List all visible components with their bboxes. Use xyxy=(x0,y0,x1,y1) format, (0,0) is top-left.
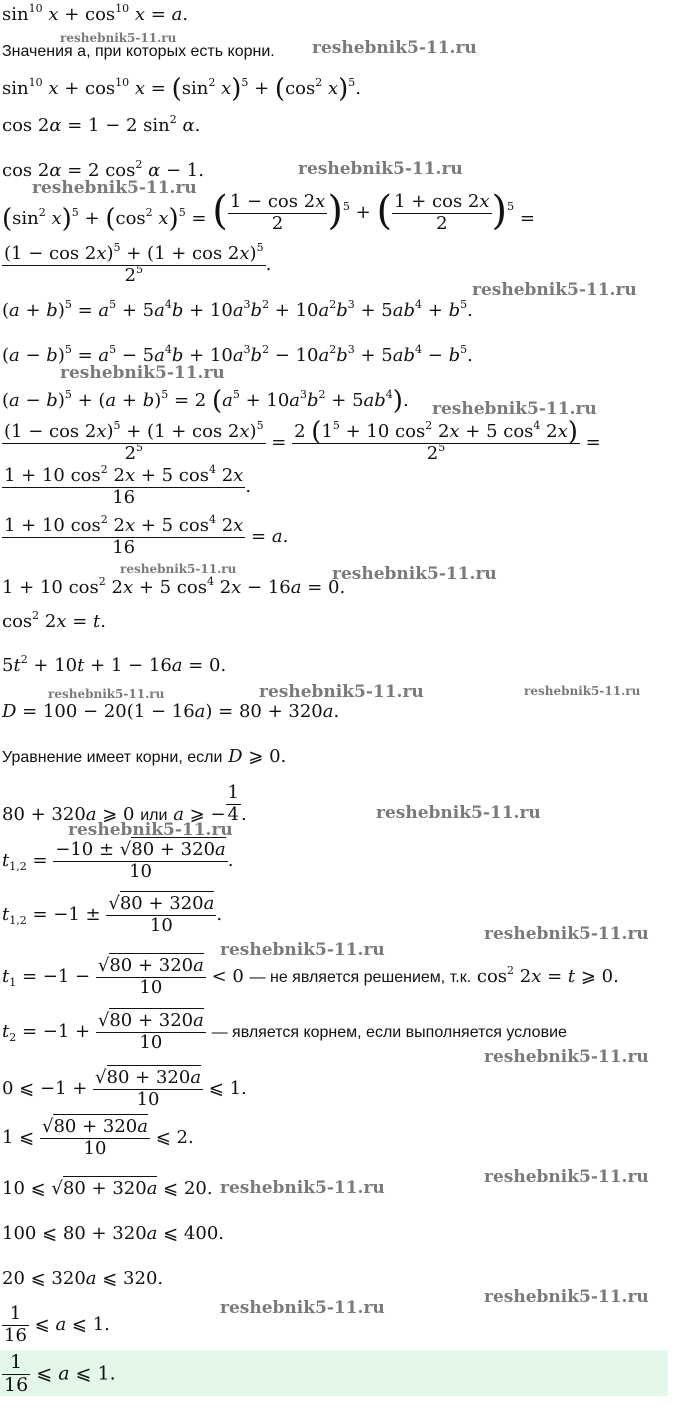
eq-line-14: $5t^2 + 10t + 1 - 16a = 0$. xyxy=(2,653,227,676)
watermark: reshebnik5-11.ru xyxy=(220,1178,385,1198)
eq-line-23: 1 ⩽ $\frac{√80 + 320a}{10}$ ⩽ 2. xyxy=(2,1116,194,1159)
watermark: reshebnik5-11.ru xyxy=(524,684,641,698)
watermark: reshebnik5-11.ru xyxy=(220,1298,385,1318)
eq-line-1: $\sin^{10} x + \cos^{10} x = (\sin^2$ $x)^5 + (\cos^2$ x)$^5$. xyxy=(2,74,362,104)
or-word: или xyxy=(140,806,168,824)
watermark: reshebnik5-11.ru xyxy=(60,31,177,45)
title-equation: $\sin^{10} x + \cos^{10} x = a$. xyxy=(2,2,189,25)
watermark: reshebnik5-11.ru xyxy=(484,1287,649,1307)
condition-text: Уравнение имеет корни, если xyxy=(2,749,223,766)
watermark: reshebnik5-11.ru xyxy=(332,564,497,584)
eq-line-8: $(a - b)^5 + (a + b)^5 = 2$ $(a^5 + 10a^3b^2 + 5ab^4)$. xyxy=(2,386,409,416)
eq-line-27: $\frac{1}{16}$ ⩽ a ⩽ 1. xyxy=(4,1303,110,1346)
eq-line-7: $(a - b)^5 = a^5 - 5a^4b + 10a^3b^2 - 10a^2b^3 + 5ab^4 - b^5$. xyxy=(2,343,473,366)
answer-line: $\frac{1}{16}$ ⩽ a ⩽ 1. xyxy=(4,1351,116,1396)
watermark: reshebnik5-11.ru xyxy=(472,280,637,300)
watermark: reshebnik5-11.ru xyxy=(484,1167,649,1187)
eq-line-6: $(a + b)^5 = a^5 + 5a^4b + 10a^3b^2 + 10a^2b^3 + 5ab^4 + b^5$. xyxy=(2,298,473,321)
eq-line-17: 80 + 320a ⩾ 0 или a ⩾ − $\frac{1}{4}$ . xyxy=(2,782,247,825)
watermark: reshebnik5-11.ru xyxy=(32,178,197,198)
watermark: reshebnik5-11.ru xyxy=(60,363,225,383)
eq-line-4: ($\sin^2$ $x)^5 + (\cos^2$ x)$^5$ = ( $\frac{1 - \cos 2x}{2}$ )$^5$ + ( $\frac{1 + \cos 2x}{2}$ )$^5$ = xyxy=(2,188,535,235)
is-root-text: — является корнем, если выполняется условие xyxy=(211,1024,567,1042)
eq-line-15: D = 100 − 20(1 − 16a) = 80 + 320a. xyxy=(2,701,340,722)
eq-line-12: 1 + 10 $\cos^2 2x + 5$ $\cos^4 2x - 16a = 0$. xyxy=(2,575,346,598)
watermark: reshebnik5-11.ru xyxy=(484,1047,649,1067)
watermark: reshebnik5-11.ru xyxy=(68,820,233,840)
watermark: reshebnik5-11.ru xyxy=(484,924,649,944)
eq-line-19: $t_{1,2} = -1$ ± $\frac{√80 + 320a}{10}$ . xyxy=(2,893,223,936)
eq-line-5: $\frac{(1 - \cos 2x)^5 + (1 + \cos 2x)^5}{2^5}$ . xyxy=(4,241,272,286)
watermark: reshebnik5-11.ru xyxy=(120,562,237,576)
watermark: reshebnik5-11.ru xyxy=(312,38,477,58)
watermark: reshebnik5-11.ru xyxy=(298,159,463,179)
watermark: reshebnik5-11.ru xyxy=(220,940,385,960)
eq-line-3: cos 2α = 2 $\cos^2 \alpha - 1$. xyxy=(2,158,204,181)
eq-line-9: $\frac{(1 - \cos 2x)^5 + (1 + \cos 2x)^5}{2^5}$ = $\frac{2 (1^5 + 10 \cos^2 2x + 5 \cos^4 2x)}{2^5}$ = xyxy=(4,417,601,464)
eq-line-24: 10 ⩽ √80 + 320a ⩽ 20. xyxy=(2,1178,213,1199)
watermark: reshebnik5-11.ru xyxy=(48,687,165,701)
eq-line-16: Уравнение имеет корни, если D ⩾ 0. xyxy=(2,746,287,767)
eq-line-26: 20 ⩽ 320a ⩽ 320. xyxy=(2,1268,164,1289)
watermark: reshebnik5-11.ru xyxy=(432,399,597,419)
eq-line-10: $\frac{1 + 10 \cos^2 2x + 5 \cos^4 2x}{16}$ . xyxy=(4,463,252,508)
eq-line-13: $\cos^2 2x = t$. xyxy=(2,609,106,632)
not-solution-text: — не является решением, т.к. xyxy=(249,969,472,987)
eq-line-25: 100 ⩽ 80 + 320a ⩽ 400. xyxy=(2,1223,225,1244)
eq-line-20: $t_1 = -1$ − $\frac{√80 + 320a}{10}$ < 0 — не является решением, т.к. $\cos^2 2x = t$ ⩾ 0. xyxy=(2,955,619,998)
eq-line-11: $\frac{1 + 10 \cos^2 2x + 5 \cos^4 2x}{16}$ = a. xyxy=(4,513,289,558)
eq-line-2: cos 2α = 1 − 2 $\sin^2 \alpha$. xyxy=(2,113,201,136)
eq-line-21: $t_2 = -1$ + $\frac{√80 + 320a}{10}$ — является корнем, если выполняется условие xyxy=(2,1010,567,1053)
eq-line-22: 0 ⩽ −1 + $\frac{√80 + 320a}{10}$ ⩽ 1. xyxy=(2,1067,247,1110)
eq-line-18: $t_{1,2}$ = $\frac{-10 \pm √80 + 320a}{10}$ . xyxy=(2,839,234,882)
watermark: reshebnik5-11.ru xyxy=(376,803,541,823)
watermark: reshebnik5-11.ru xyxy=(259,682,424,702)
intro-label: Значения a, при которых есть корни. xyxy=(2,43,275,60)
